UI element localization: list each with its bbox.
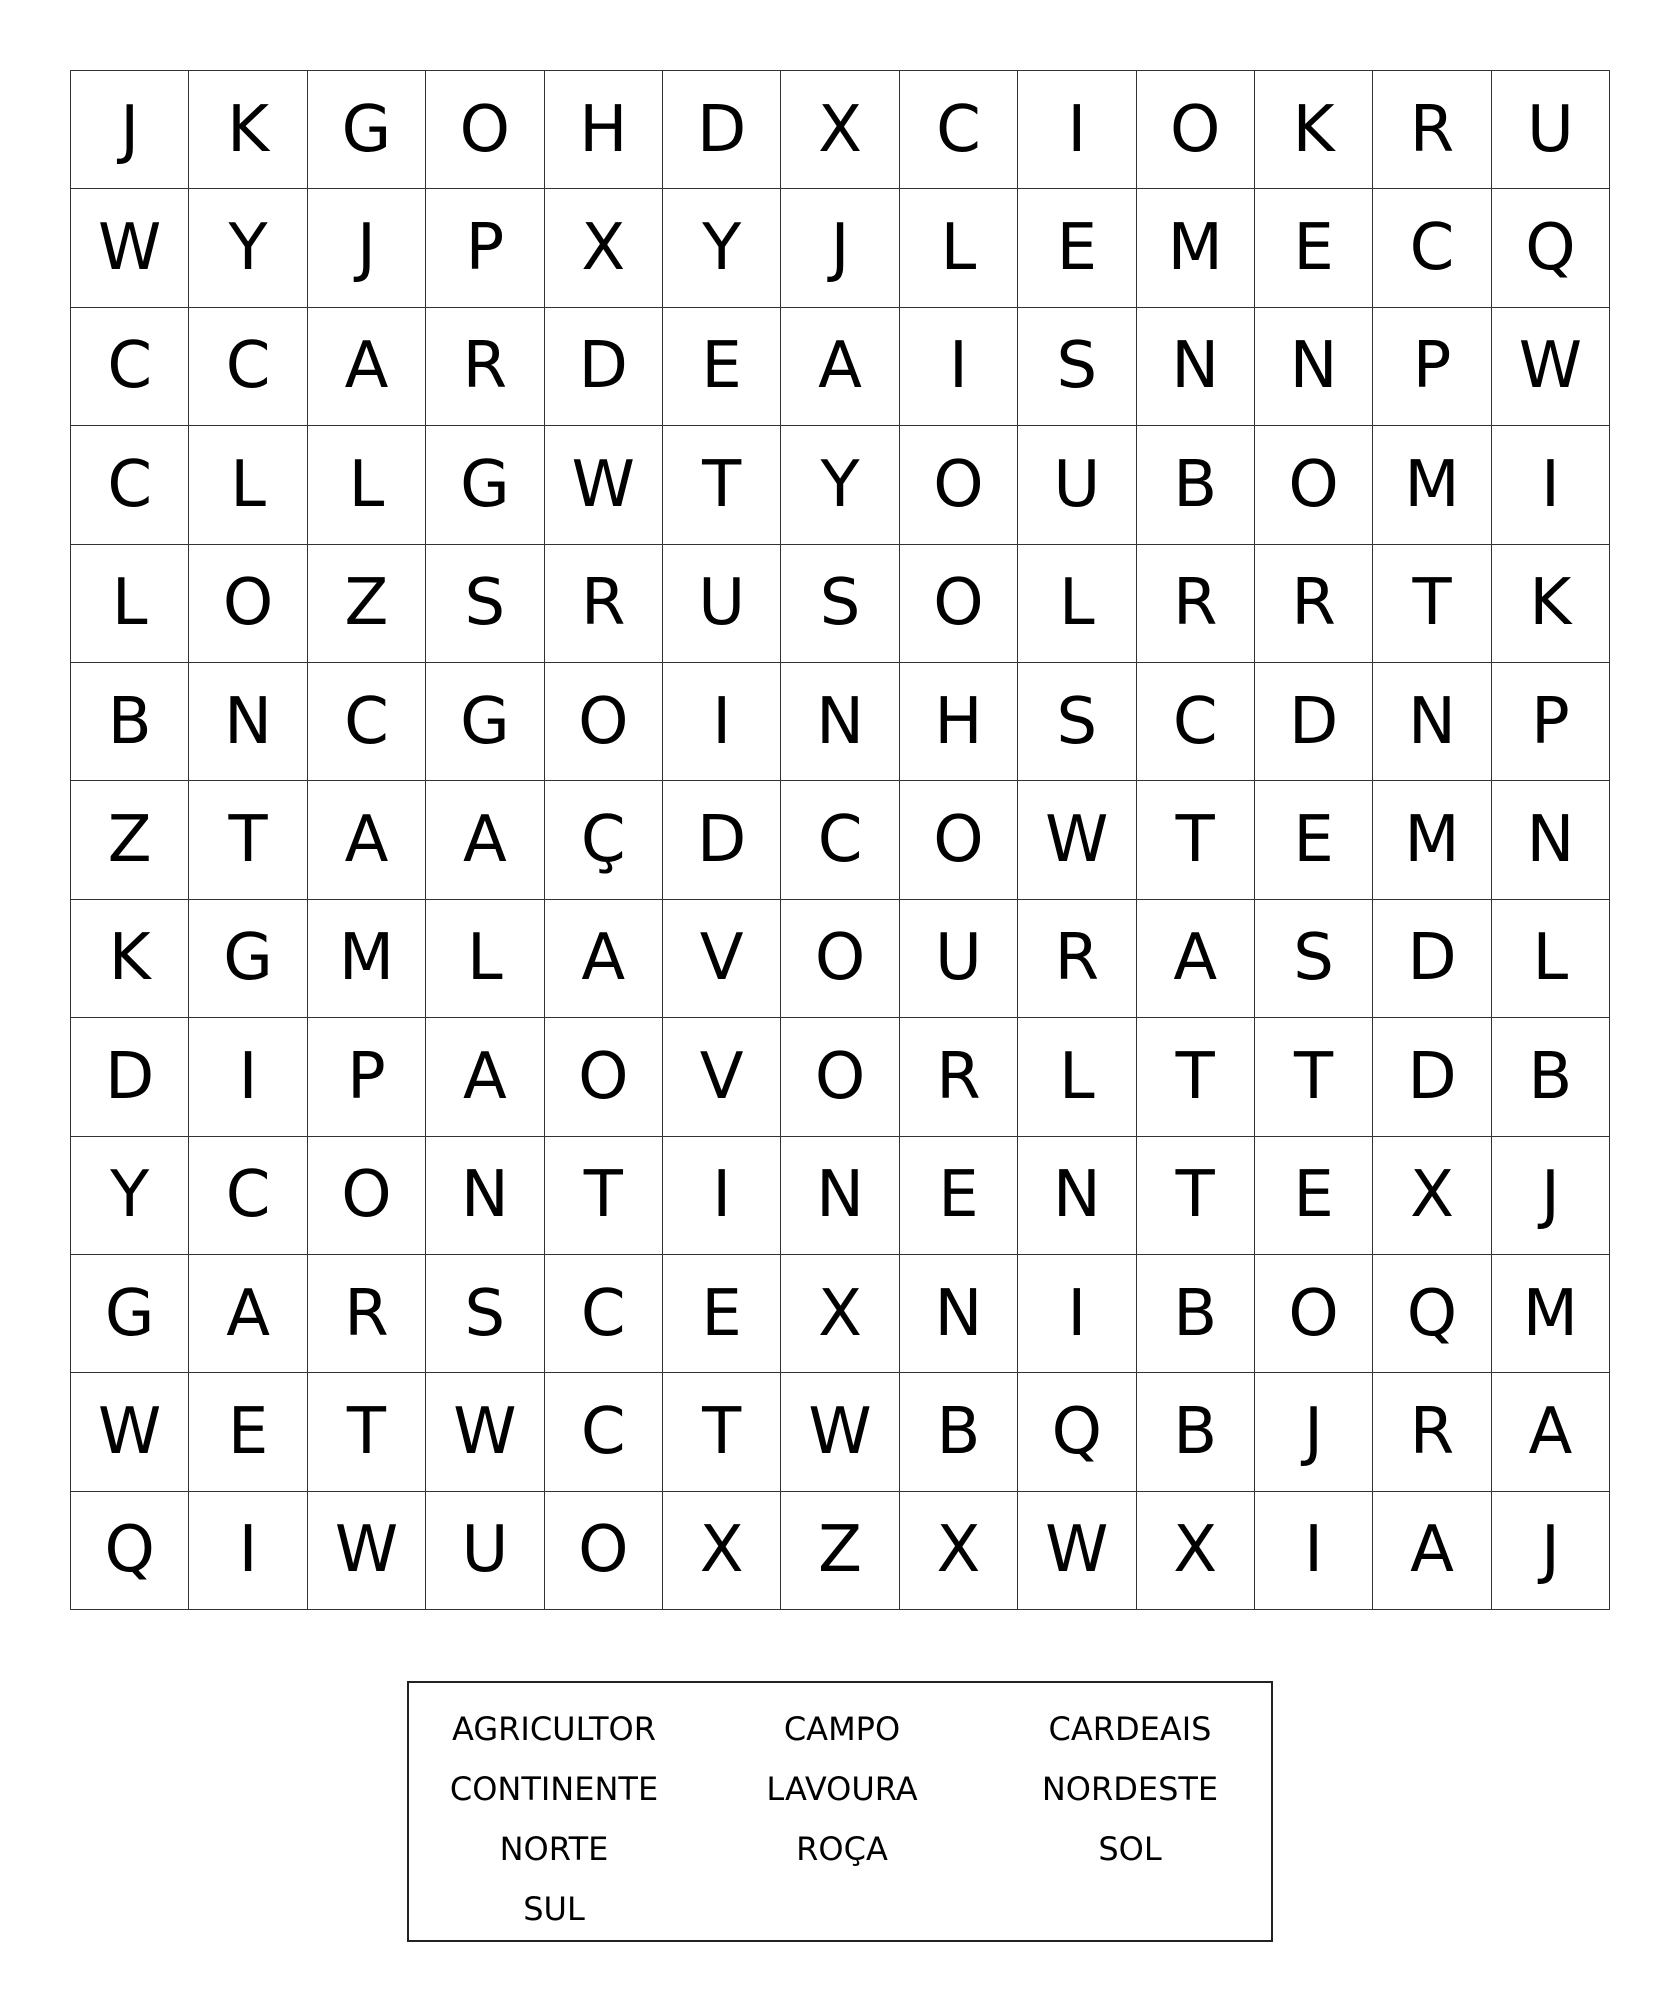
grid-cell[interactable]: A [1492, 1373, 1610, 1491]
grid-cell[interactable]: Z [781, 1492, 899, 1610]
word-list-item: SOL [1098, 1830, 1162, 1868]
grid-cell[interactable]: I [189, 1018, 307, 1136]
grid-cell[interactable]: X [900, 1492, 1018, 1610]
grid-cell[interactable]: L [189, 426, 307, 544]
word-list-item: CARDEAIS [1048, 1710, 1212, 1748]
grid-cell[interactable]: S [426, 1255, 544, 1373]
grid-cell[interactable]: O [1137, 71, 1255, 189]
grid-cell[interactable]: J [71, 71, 189, 189]
grid-cell[interactable]: Y [71, 1137, 189, 1255]
grid-cell[interactable]: O [781, 900, 899, 1018]
grid-cell[interactable]: L [71, 545, 189, 663]
grid-cell[interactable]: C [545, 1255, 663, 1373]
grid-cell[interactable]: R [900, 1018, 1018, 1136]
grid-cell[interactable]: E [1018, 189, 1136, 307]
grid-cell[interactable]: U [1018, 426, 1136, 544]
grid-cell[interactable]: O [189, 545, 307, 663]
grid-cell[interactable]: T [308, 1373, 426, 1491]
grid-cell[interactable]: I [1255, 1492, 1373, 1610]
grid-cell[interactable]: W [71, 1373, 189, 1491]
grid-cell[interactable]: W [1018, 1492, 1136, 1610]
grid-cell[interactable]: N [426, 1137, 544, 1255]
grid-cell[interactable]: N [1137, 308, 1255, 426]
grid-cell[interactable]: N [781, 663, 899, 781]
grid-cell[interactable]: T [663, 1373, 781, 1491]
grid-cell[interactable]: J [781, 189, 899, 307]
grid-cell[interactable]: M [1137, 189, 1255, 307]
grid-cell[interactable]: Ç [545, 781, 663, 899]
grid-cell[interactable]: T [1137, 1137, 1255, 1255]
grid-cell[interactable]: J [1492, 1137, 1610, 1255]
grid-cell[interactable]: G [71, 1255, 189, 1373]
grid-cell[interactable]: O [308, 1137, 426, 1255]
grid-cell[interactable]: M [1373, 781, 1491, 899]
grid-cell[interactable]: U [900, 900, 1018, 1018]
grid-cell[interactable]: B [71, 663, 189, 781]
word-list-column [697, 1699, 987, 1879]
grid-cell[interactable]: T [1137, 781, 1255, 899]
grid-cell[interactable]: J [308, 189, 426, 307]
grid-cell[interactable]: O [426, 71, 544, 189]
grid-cell[interactable]: D [545, 308, 663, 426]
grid-cell[interactable]: N [189, 663, 307, 781]
grid-cell[interactable]: N [781, 1137, 899, 1255]
grid-cell[interactable]: O [545, 1018, 663, 1136]
grid-cell[interactable]: S [1255, 900, 1373, 1018]
grid-cell[interactable]: X [1137, 1492, 1255, 1610]
grid-cell[interactable]: T [1255, 1018, 1373, 1136]
grid-cell[interactable]: W [1492, 308, 1610, 426]
grid-cell[interactable]: O [900, 781, 1018, 899]
grid-cell[interactable]: N [1018, 1137, 1136, 1255]
grid-cell[interactable]: N [1492, 781, 1610, 899]
grid-cell[interactable]: W [545, 426, 663, 544]
word-list-column [985, 1699, 1275, 1879]
grid-cell[interactable]: U [663, 545, 781, 663]
grid-cell[interactable]: M [1373, 426, 1491, 544]
grid-cell[interactable]: O [545, 663, 663, 781]
grid-cell[interactable]: X [545, 189, 663, 307]
grid-cell[interactable]: K [71, 900, 189, 1018]
grid-cell[interactable]: R [545, 545, 663, 663]
grid-cell[interactable]: X [1373, 1137, 1491, 1255]
grid-cell[interactable]: L [308, 426, 426, 544]
grid-cell[interactable]: I [663, 663, 781, 781]
grid-cell[interactable]: J [1255, 1373, 1373, 1491]
grid-cell[interactable]: I [1018, 1255, 1136, 1373]
grid-cell[interactable]: Y [781, 426, 899, 544]
grid-cell[interactable]: A [545, 900, 663, 1018]
grid-cell[interactable]: B [1137, 1373, 1255, 1491]
grid-cell[interactable]: A [308, 308, 426, 426]
grid-cell[interactable]: A [1373, 1492, 1491, 1610]
grid-cell[interactable]: C [189, 1137, 307, 1255]
grid-cell[interactable]: R [308, 1255, 426, 1373]
grid-cell[interactable]: S [1018, 663, 1136, 781]
grid-cell[interactable]: G [426, 426, 544, 544]
grid-cell[interactable]: E [1255, 1137, 1373, 1255]
word-list-item: LAVOURA [766, 1770, 918, 1808]
word-list-item: SUL [523, 1890, 585, 1928]
grid-cell[interactable]: D [1373, 900, 1491, 1018]
grid-cell[interactable]: T [1137, 1018, 1255, 1136]
grid-cell[interactable]: H [545, 71, 663, 189]
grid-cell[interactable]: G [426, 663, 544, 781]
grid-cell[interactable]: I [663, 1137, 781, 1255]
grid-cell[interactable]: A [426, 1018, 544, 1136]
grid-cell[interactable]: H [900, 663, 1018, 781]
grid-cell[interactable]: A [189, 1255, 307, 1373]
grid-cell[interactable]: E [1255, 189, 1373, 307]
grid-cell[interactable]: N [1255, 308, 1373, 426]
grid-cell[interactable]: R [1137, 545, 1255, 663]
grid-cell[interactable]: D [1255, 663, 1373, 781]
grid-cell[interactable]: I [189, 1492, 307, 1610]
grid-cell[interactable]: D [663, 781, 781, 899]
grid-cell[interactable]: T [663, 426, 781, 544]
grid-cell[interactable]: I [1492, 426, 1610, 544]
grid-cell[interactable]: S [781, 545, 899, 663]
grid-cell[interactable]: C [781, 781, 899, 899]
grid-cell[interactable]: C [900, 71, 1018, 189]
grid-cell[interactable]: Y [189, 189, 307, 307]
grid-cell[interactable]: K [189, 71, 307, 189]
grid-cell[interactable]: B [1137, 1255, 1255, 1373]
grid-cell[interactable]: A [781, 308, 899, 426]
grid-cell[interactable]: U [1492, 71, 1610, 189]
grid-cell[interactable]: E [663, 1255, 781, 1373]
grid-cell[interactable]: B [1137, 426, 1255, 544]
grid-cell[interactable]: O [1255, 426, 1373, 544]
grid-cell[interactable]: K [1492, 545, 1610, 663]
grid-cell[interactable]: X [663, 1492, 781, 1610]
grid-cell[interactable]: Z [71, 781, 189, 899]
word-list-item: NORDESTE [1041, 1770, 1219, 1808]
grid-cell[interactable]: M [308, 900, 426, 1018]
word-list-item: AGRICULTOR [452, 1710, 656, 1748]
grid-cell[interactable]: P [1492, 663, 1610, 781]
grid-cell[interactable]: T [545, 1137, 663, 1255]
grid-cell[interactable]: C [71, 426, 189, 544]
grid-cell[interactable]: C [308, 663, 426, 781]
grid-cell[interactable]: X [781, 1255, 899, 1373]
grid-cell[interactable]: N [900, 1255, 1018, 1373]
grid-cell[interactable]: D [1373, 1018, 1491, 1136]
grid-cell[interactable]: S [426, 545, 544, 663]
grid-cell[interactable]: C [545, 1373, 663, 1491]
grid-cell[interactable]: T [1373, 545, 1491, 663]
grid-cell[interactable]: Q [1373, 1255, 1491, 1373]
grid-cell[interactable]: W [781, 1373, 899, 1491]
grid-cell[interactable]: I [1018, 71, 1136, 189]
grid-cell[interactable]: L [426, 900, 544, 1018]
grid-cell[interactable]: V [663, 900, 781, 1018]
grid-cell[interactable]: E [663, 308, 781, 426]
grid-cell[interactable]: D [71, 1018, 189, 1136]
grid-cell[interactable]: C [1137, 663, 1255, 781]
grid-cell[interactable]: L [1018, 545, 1136, 663]
grid-cell[interactable]: P [426, 189, 544, 307]
grid-cell[interactable]: C [1373, 189, 1491, 307]
grid-cell[interactable]: R [426, 308, 544, 426]
grid-cell[interactable]: R [1255, 545, 1373, 663]
grid-cell[interactable]: V [663, 1018, 781, 1136]
grid-cell[interactable]: O [1255, 1255, 1373, 1373]
grid-cell[interactable]: G [189, 900, 307, 1018]
grid-cell[interactable]: S [1018, 308, 1136, 426]
grid-cell[interactable]: Z [308, 545, 426, 663]
grid-cell[interactable]: W [426, 1373, 544, 1491]
grid-cell[interactable]: L [1492, 900, 1610, 1018]
word-list-item: NORTE [499, 1830, 609, 1868]
grid-cell[interactable]: L [1018, 1018, 1136, 1136]
grid-cell[interactable]: O [545, 1492, 663, 1610]
grid-cell[interactable]: K [1255, 71, 1373, 189]
grid-cell[interactable]: Q [71, 1492, 189, 1610]
grid-cell[interactable]: R [1373, 71, 1491, 189]
grid-cell[interactable]: B [1492, 1018, 1610, 1136]
grid-cell[interactable]: Y [663, 189, 781, 307]
grid-cell[interactable]: U [426, 1492, 544, 1610]
grid-cell[interactable]: C [189, 308, 307, 426]
grid-cell[interactable]: E [189, 1373, 307, 1491]
grid-cell[interactable]: D [663, 71, 781, 189]
grid-cell[interactable]: O [900, 545, 1018, 663]
grid-cell[interactable]: T [189, 781, 307, 899]
grid-cell[interactable]: W [71, 189, 189, 307]
grid-cell[interactable]: J [1492, 1492, 1610, 1610]
word-list-item: ROÇA [796, 1830, 888, 1868]
grid-cell[interactable]: L [900, 189, 1018, 307]
grid-cell[interactable]: N [1373, 663, 1491, 781]
grid-cell[interactable]: P [308, 1018, 426, 1136]
grid-cell[interactable]: A [426, 781, 544, 899]
grid-cell[interactable]: X [781, 71, 899, 189]
grid-cell[interactable]: P [1373, 308, 1491, 426]
grid-cell[interactable]: R [1018, 900, 1136, 1018]
grid-cell[interactable]: O [900, 426, 1018, 544]
grid-cell[interactable]: M [1492, 1255, 1610, 1373]
grid-cell[interactable]: C [71, 308, 189, 426]
word-search-grid [70, 70, 1610, 1610]
grid-cell[interactable]: B [900, 1373, 1018, 1491]
word-list-box [407, 1681, 1273, 1942]
grid-cell[interactable]: O [781, 1018, 899, 1136]
word-list-item: CONTINENTE [449, 1770, 659, 1808]
grid-cell[interactable]: I [900, 308, 1018, 426]
grid-cell[interactable]: E [1255, 781, 1373, 899]
grid-cell[interactable]: E [900, 1137, 1018, 1255]
grid-cell[interactable]: G [308, 71, 426, 189]
grid-cell[interactable]: W [308, 1492, 426, 1610]
grid-cell[interactable]: Q [1018, 1373, 1136, 1491]
grid-cell[interactable]: Q [1492, 189, 1610, 307]
grid-cell[interactable]: A [308, 781, 426, 899]
grid-cell[interactable]: W [1018, 781, 1136, 899]
word-list-item: CAMPO [783, 1710, 901, 1748]
grid-cell[interactable]: A [1137, 900, 1255, 1018]
grid-cell[interactable]: R [1373, 1373, 1491, 1491]
word-list-column [409, 1699, 699, 1939]
